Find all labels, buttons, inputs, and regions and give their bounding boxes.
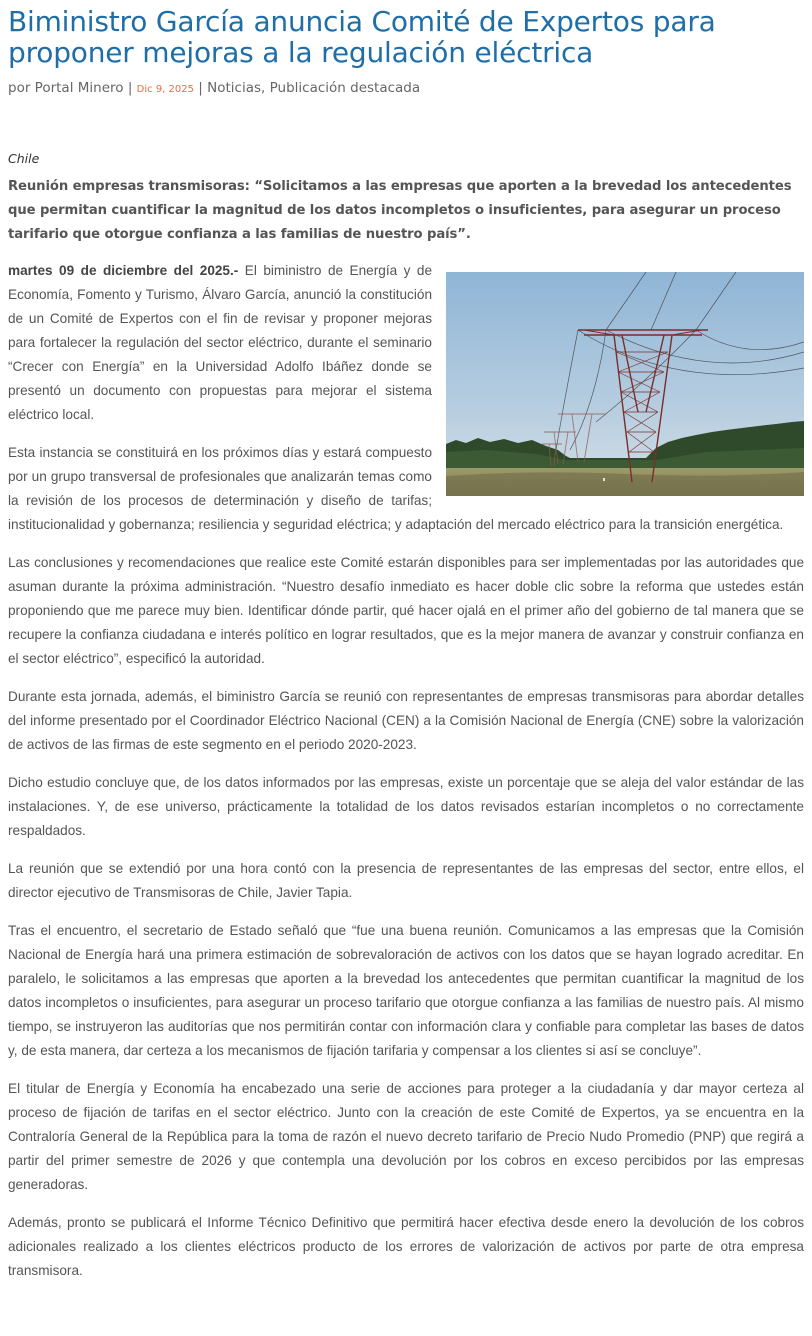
transmission-towers-photo [446, 272, 804, 496]
article-region: Chile [8, 151, 40, 166]
meta-separator: | [194, 80, 208, 96]
category-link-destacada[interactable]: Publicación destacada [269, 80, 421, 96]
meta-separator: | [123, 80, 137, 96]
paragraph: Las conclusiones y recomendaciones que realice este Comité estarán disponibles para ser implementadas por las autoridades que asuman durante la próxima administración. “Nuestro desafío inmediato es hacer doble clic sobre la reforma que ustedes están proponiendo que me parece muy bien. Identificar dónde partir, qué hacer ojalá en el primer año del gobierno de tal manera que se recupere la confianza ciudadana e interés político en lograr resultados, que es la mejor manera de avanzar y construir confianza en el sector eléctrico”, especificó la autoridad. [8, 555, 804, 666]
paragraph: Durante esta jornada, además, el biministro García se reunió con representantes de empresas transmisoras para abordar detalles del informe presentado por el Coordinador Eléctrico Nacional (CEN) a la Comisión Nacional de Energía (CNE) sobre la valorización de activos de las firmas de este segmento en el periodo 2020-2023. [8, 689, 804, 752]
paragraph: Dicho estudio concluye que, de los datos informados por las empresas, existe un porcentaje que se aleja del valor estándar de las instalaciones. Y, de ese universo, prácticamente la totalidad de los datos revisados estarían incompletos o no correctamente respaldados. [8, 775, 804, 838]
article-body [8, 259, 804, 1283]
paragraph-text: El biministro de Energía y de Economía, Fomento y Turismo, Álvaro García, anunció la constitución de un Comité de Expertos con el fin de revisar y proponer mejoras para fortalecer la regulación del sector eléctrico, durante el seminario “Crecer con Energía” en la Universidad Adolfo Ibáñez donde se presentó un documento con propuestas para mejorar el sistema eléctrico local. [8, 263, 433, 422]
article-lead: Reunión empresas transmisoras: “Solicitamos a las empresas que aporten a la brevedad los antecedentes que permitan cuantificar la magnitud de los datos incompletos o insuficientes, para asegurar un proceso tarifario que otorgue confianza a las familias de nuestro país”. [8, 179, 792, 242]
category-link-noticias[interactable]: Noticias [207, 80, 262, 96]
author-link[interactable]: Portal Minero [34, 80, 124, 96]
publish-date: Dic 9, 2025 [136, 84, 194, 95]
article-dateline: martes 09 de diciembre del 2025.- [8, 263, 239, 278]
meta-by: por [8, 80, 35, 96]
paragraph: La reunión que se extendió por una hora contó con la presencia de representantes de las empresas del sector, entre ellos, el director ejecutivo de Transmisoras de Chile, Javier Tapia. [8, 861, 804, 900]
paragraph: El titular de Energía y Economía ha encabezado una serie de acciones para proteger a la ciudadanía y dar mayor certeza al proceso de fijación de tarifas en el sector eléctrico. Junto con la creación de este Comité de Expertos, ya se encuentra en la Contraloría General de la República para la toma de razón el nuevo decreto tarifario de Precio Nudo Promedio (PNP) que regirá a partir del primer semestre de 2026 y que contempla una devolución por los cobros en exceso percibidos por las empresas generadoras. [8, 1081, 804, 1192]
paragraph: Esta instancia se constituirá en los próximos días y estará compuesto por un grupo transversal de profesionales que analizarán temas como la revisión de los procesos de determinación y diseño de tarifas; institucionalidad y gobernanza; resiliencia y seguridad eléctrica; y adaptación del mercado eléctrico para la transición energética. [8, 445, 784, 532]
article-meta [8, 79, 804, 99]
article-title: Biministro García anuncia Comité de Expertos para proponer mejoras a la regulación eléctrica [8, 5, 716, 69]
category-separator: , [261, 80, 270, 96]
article [0, 6, 812, 1283]
paragraph: Además, pronto se publicará el Informe Técnico Definitivo que permitirá hacer efectiva desde enero la devolución de los cobros adicionales realizado a los clientes eléctricos producto de los errores de valorización de activos por parte de otra empresa transmisora. [8, 1215, 804, 1278]
paragraph: Tras el encuentro, el secretario de Estado señaló que “fue una buena reunión. Comunicamos a las empresas que la Comisión Nacional de Energía hará una primera estimación de sobrevaloración de activos con los datos que se hayan logrado acreditar. En paralelo, le solicitamos a las empresas que aporten a la brevedad los antecedentes que permitan cuantificar la magnitud de los datos incompletos o insuficientes, para asegurar un proceso tarifario que otorgue confianza a las familias de nuestro país. Al mismo tiempo, se instruyeron las auditorías que nos permitirán contar con información clara y confiable para completar las bases de datos y, de esta manera, dar certeza a los mecanismos de fijación tarifaria y compensar a los clientes si así se concluye”. [8, 923, 804, 1058]
